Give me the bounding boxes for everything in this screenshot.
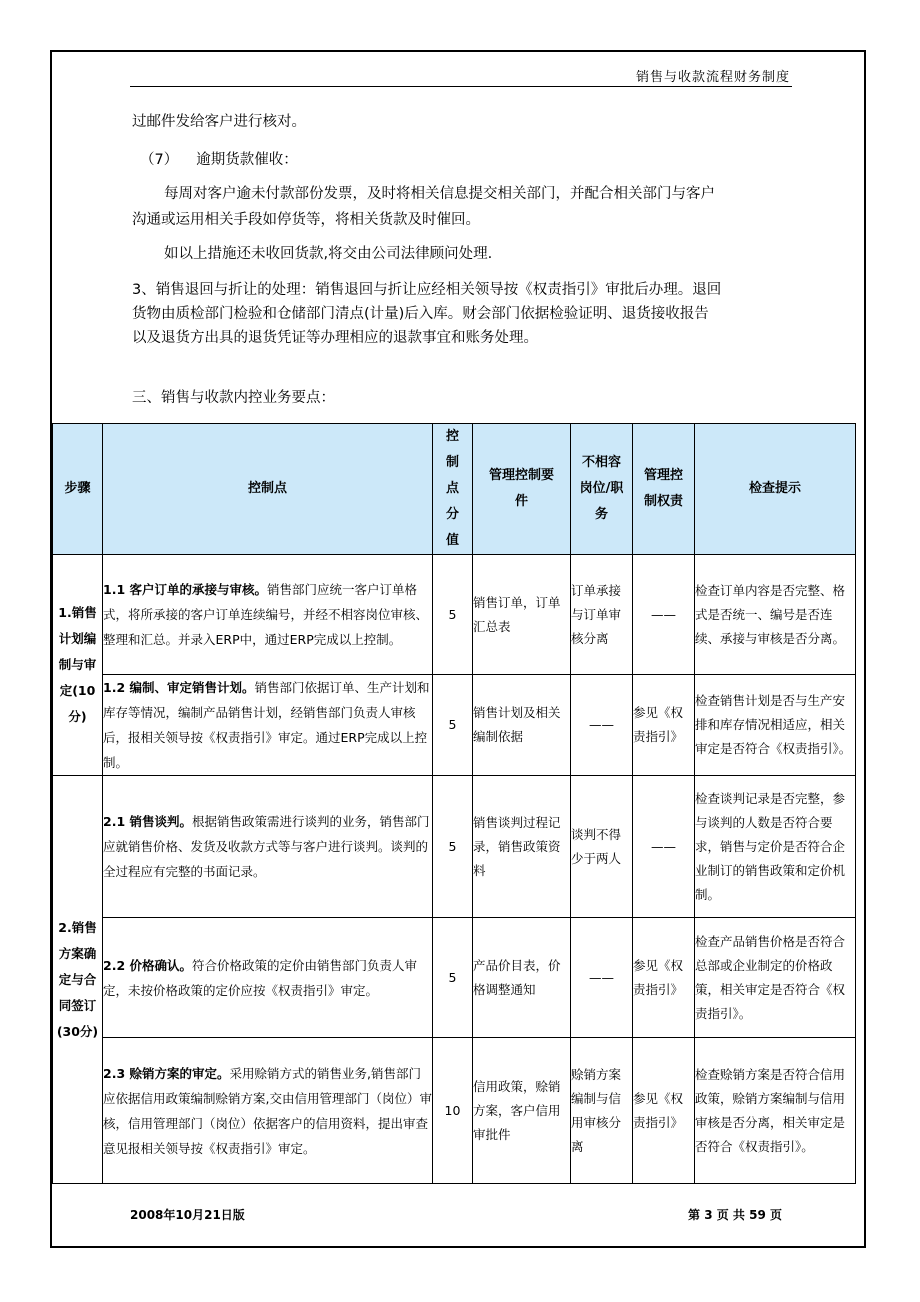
header-check: 检查提示 bbox=[695, 424, 856, 555]
control-point-text: 销售部门依据订单、生产计划和库存等情况，编制产品销售计划，经销售部门负责人审核后，报相关领导按《权责指引》审定。通过ERP完成以上控制。 bbox=[103, 680, 430, 770]
header-step: 步骤 bbox=[53, 424, 103, 555]
paragraph-returns-line2: 货物由质检部门检验和仓储部门清点(计量)后入库。财会部门依据检验证明、退货接收报告 bbox=[132, 306, 709, 322]
control-point-cell bbox=[103, 918, 433, 1038]
incompatible-cell: —— bbox=[571, 675, 633, 776]
authority-cell: 参见《权责指引》 bbox=[633, 918, 695, 1038]
score-cell: 5 bbox=[433, 675, 473, 776]
header-score: 控制点分值 bbox=[433, 424, 473, 555]
authority-cell: —— bbox=[633, 555, 695, 675]
table-row bbox=[53, 776, 856, 918]
footer-page-info: 第 3 页 共 59 页 bbox=[688, 1208, 782, 1222]
header-incompatible: 不相容岗位/职务 bbox=[571, 424, 633, 555]
control-point-cell bbox=[103, 1038, 433, 1184]
table-row bbox=[53, 555, 856, 675]
authority-cell: —— bbox=[633, 776, 695, 918]
score-cell: 10 bbox=[433, 1038, 473, 1184]
score-cell: 5 bbox=[433, 776, 473, 918]
docs-cell: 销售订单，订单汇总表 bbox=[473, 555, 571, 675]
table-row bbox=[53, 918, 856, 1038]
control-point-title: 1.2 编制、审定销售计划。 bbox=[103, 680, 255, 695]
docs-cell: 产品价目表，价格调整通知 bbox=[473, 918, 571, 1038]
step-cell-1: 1.销售计划编制与审定(10分) bbox=[53, 555, 103, 776]
authority-cell: 参见《权责指引》 bbox=[633, 675, 695, 776]
header-rule bbox=[130, 86, 792, 87]
table-row bbox=[53, 675, 856, 776]
control-point-text: 采用赊销方式的销售业务,销售部门应依据信用政策编制赊销方案,交由信用管理部门（岗位）审核，信用管理部门（岗位）依据客户的信用资料，提出审查意见报相关领导按《权责指引》审定。 bbox=[103, 1065, 432, 1156]
paragraph-overdue-heading bbox=[140, 148, 298, 172]
check-cell: 检查订单内容是否完整、格式是否统一、编号是否连续、承接与审核是否分离。 bbox=[695, 555, 856, 675]
paragraph-overdue-line2: 沟通或运用相关手段如停货等，将相关货款及时催回。 bbox=[132, 212, 480, 228]
control-point-title: 2.3 赊销方案的审定。 bbox=[103, 1065, 230, 1081]
control-point-title: 1.1 客户订单的承接与审核。 bbox=[103, 582, 267, 597]
item-number: （7） bbox=[140, 152, 179, 168]
control-point-text: 销售部门应统一客户订单格式，将所承接的客户订单连续编号，并经不相容岗位审核、整理和汇总。并录入ERP中，通过ERP完成以上控制。 bbox=[103, 582, 429, 647]
docs-cell: 信用政策，赊销方案，客户信用审批件 bbox=[473, 1038, 571, 1184]
control-point-cell bbox=[103, 675, 433, 776]
control-table bbox=[52, 423, 856, 1184]
header-control-point: 控制点 bbox=[103, 424, 433, 555]
document-header-title: 销售与收款流程财务制度 bbox=[635, 70, 790, 85]
incompatible-cell: 赊销方案编制与信用审核分离 bbox=[571, 1038, 633, 1184]
table-row bbox=[53, 1038, 856, 1184]
check-cell: 检查赊销方案是否符合信用政策，赊销方案编制与信用审核是否分离，相关审定是否符合《权责指引》。 bbox=[695, 1038, 856, 1184]
docs-cell: 销售计划及相关编制依据 bbox=[473, 675, 571, 776]
incompatible-cell: —— bbox=[571, 918, 633, 1038]
control-point-text: 根据销售政策需进行谈判的业务，销售部门应就销售价格、发货及收款方式等与客户进行谈判。谈判的全过程应有完整的书面记录。 bbox=[103, 814, 430, 879]
paragraph-returns-line1: 3、销售退回与折让的处理：销售退回与折让应经相关领导按《权责指引》审批后办理。退回 bbox=[132, 282, 722, 298]
control-point-title: 2.2 价格确认。 bbox=[103, 957, 192, 973]
section-title: 三、销售与收款内控业务要点： bbox=[132, 390, 335, 406]
control-point-title: 2.1 销售谈判。 bbox=[103, 814, 192, 829]
incompatible-cell: 谈判不得少于两人 bbox=[571, 776, 633, 918]
header-authority: 管理控制权责 bbox=[633, 424, 695, 555]
step-cell-2: 2.销售方案确定与合同签订(30分) bbox=[53, 776, 103, 1184]
control-point-cell bbox=[103, 555, 433, 675]
authority-cell: 参见《权责指引》 bbox=[633, 1038, 695, 1184]
footer-edition: 2008年10月21日版 bbox=[130, 1208, 245, 1222]
check-cell: 检查产品销售价格是否符合总部或企业制定的价格政策，相关审定是否符合《权责指引》。 bbox=[695, 918, 856, 1038]
control-point-cell bbox=[103, 776, 433, 918]
check-cell: 检查销售计划是否与生产安排和库存情况相适应，相关审定是否符合《权责指引》。 bbox=[695, 675, 856, 776]
paragraph-returns-line3: 以及退货方出具的退货凭证等办理相应的退款事宜和账务处理。 bbox=[132, 330, 538, 346]
paragraph-legal: 如以上措施还未收回货款,将交由公司法律顾问处理. bbox=[164, 246, 493, 262]
incompatible-cell: 订单承接与订单审核分离 bbox=[571, 555, 633, 675]
paragraph-overdue-line1: 每周对客户逾未付款部份发票，及时将相关信息提交相关部门，并配合相关部门与客户 bbox=[164, 186, 715, 202]
docs-cell: 销售谈判过程记录，销售政策资料 bbox=[473, 776, 571, 918]
score-cell: 5 bbox=[433, 555, 473, 675]
item-title: 逾期货款催收： bbox=[196, 152, 298, 168]
table-header-row bbox=[53, 424, 856, 555]
check-cell: 检查谈判记录是否完整，参与谈判的人数是否符合要求，销售与定价是否符合企业制订的销售政策和定价机制。 bbox=[695, 776, 856, 918]
paragraph-verify-email: 过邮件发给客户进行核对。 bbox=[132, 114, 306, 130]
header-docs: 管理控制要件 bbox=[473, 424, 571, 555]
score-cell: 5 bbox=[433, 918, 473, 1038]
control-point-text: 符合价格政策的定价由销售部门负责人审定，未按价格政策的定价应按《权责指引》审定。 bbox=[103, 957, 418, 998]
